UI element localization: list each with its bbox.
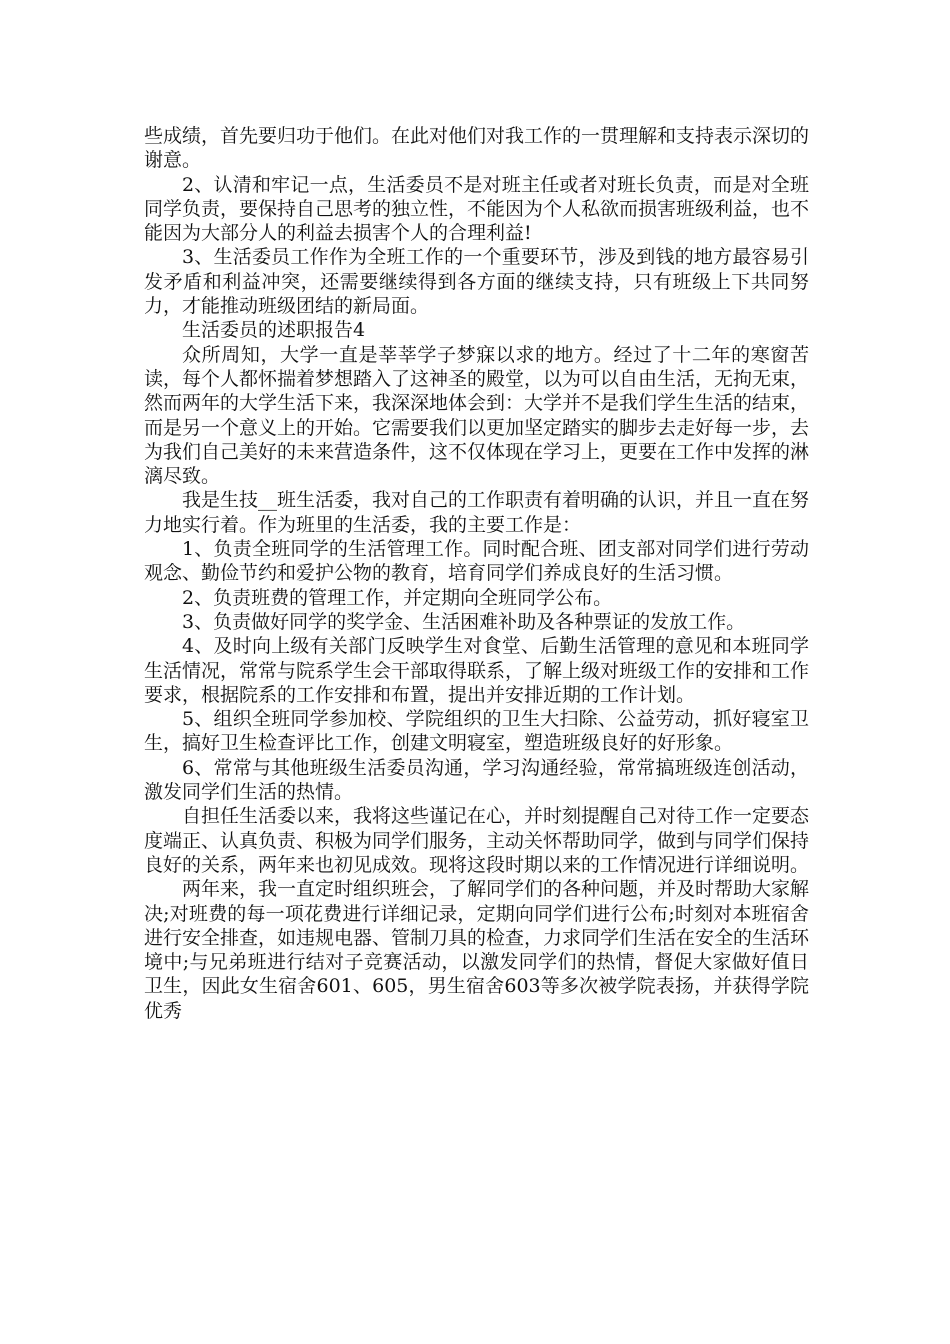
paragraph-duty-4: 4、及时向上级有关部门反映学生对食堂、后勤生活管理的意见和本班同学生活情况，常常与院系学生会干部取得联系，了解上级对班级工作的安排和工作要求，根据院系的工作安排和布置，提出并安排近期的工作计划。	[144, 635, 810, 706]
paragraph-duty-1: 1、负责全班同学的生活管理工作。同时配合班、团支部对同学们进行劳动观念、勤俭节约和爱护公物的教育，培育同学们养成良好的生活习惯。	[144, 538, 809, 585]
paragraph-duty-3: 3、负责做好同学的奖学金、生活困难补助及各种票证的发放工作。	[182, 610, 746, 633]
paragraph-duties-intro: 我是生技__班生活委，我对自己的工作职责有着明确的认识，并且一直在努力地实行着。作为班里的生活委，我的主要工作是：	[144, 489, 810, 536]
paragraph-duty-5: 5、组织全班同学参加校、学院组织的卫生大扫除、公益劳动，抓好寝室卫生，搞好卫生检查评比工作，创建文明寝室，塑造班级良好的好形象。	[144, 708, 809, 755]
paragraph-intro: 众所周知，大学一直是莘莘学子梦寐以求的地方。经过了十二年的寒窗苦读，每个人都怀揣着梦想踏入了这神圣的殿堂，以为可以自由生活，无拘无束，然而两年的大学生活下来，我深深地体会到：大学并不是我们学生生活的结束，而是另一个意义上的开始。它需要我们以更加坚定踏实的脚步去走好每一步，去为我们自己美好的未来营造条件，这不仅体现在学习上，更要在工作中发挥的淋漓尽致。	[144, 343, 810, 488]
paragraph-summary: 两年来，我一直定时组织班会，了解同学们的各种问题，并及时帮助大家解决;对班费的每一项花费进行详细记录，定期向同学们进行公布;时刻对本班宿舍进行安全排查，如违规电器、管制刀具的检查，力求同学们生活在安全的生活环境中;与兄弟班进行结对子竞赛活动，以激发同学们的热情，督促大家做好值日卫生，因此女生宿舍601、605，男生宿舍603等多次被学院表扬，并获得学院优秀	[144, 878, 810, 1022]
section-heading: 生活委员的述职报告4	[182, 319, 366, 342]
paragraph-duty-6: 6、常常与其他班级生活委员沟通，学习沟通经验，常常搞班级连创活动，激发同学们生活的热情。	[144, 756, 809, 804]
paragraph-point-3: 3、生活委员工作作为全班工作的一个重要环节，涉及到钱的地方最容易引发矛盾和利益冲突，还需要继续得到各方面的继续支持，只有班级上下共同努力，才能推动班级团结的新局面。	[144, 246, 809, 318]
paragraph-continuation: 些成绩，首先要归功于他们。在此对他们对我工作的一贯理解和支持表示深切的谢意。	[144, 125, 810, 172]
document-body	[144, 124, 809, 1023]
paragraph-reflection: 自担任生活委以来，我将这些谨记在心，并时刻提醒自己对待工作一定要态度端正、认真负责、积极为同学们服务，主动关怀帮助同学，做到与同学们保持良好的关系，两年来也初见成效。现将这段时期以来的工作情况进行详细说明。	[144, 805, 810, 876]
paragraph-point-2: 2、认清和牢记一点，生活委员不是对班主任或者对班长负责，而是对全班同学负责，要保持自己思考的独立性，不能因为个人私欲而损害班级利益，也不能因为大部分人的利益去损害个人的合理利益!	[144, 173, 810, 245]
paragraph-duty-2: 2、负责班费的管理工作，并定期向全班同学公布。	[182, 586, 613, 609]
